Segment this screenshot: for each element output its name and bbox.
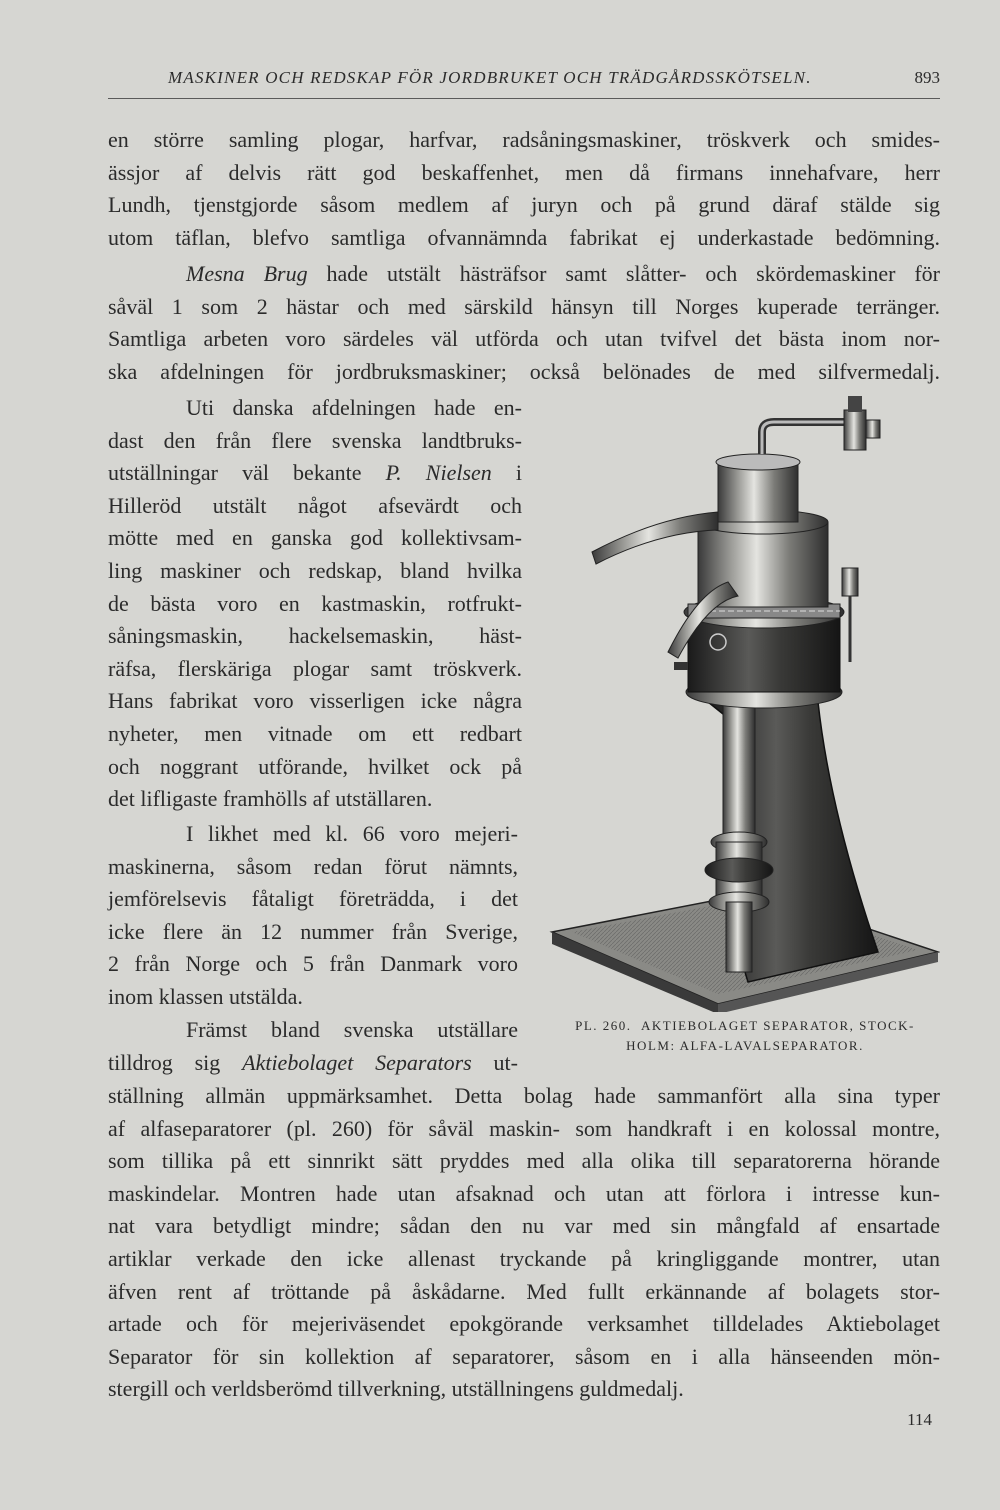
cream-separator-icon <box>548 392 940 1012</box>
text-line: nyheter, men vitnade om ett redbart <box>108 720 522 746</box>
text-line: Separator för sin kollektion af separatorer, såsom en i alla hänseenden mön- <box>108 1343 940 1369</box>
text-line: nat vara betydligt mindre; sådan den nu var med sin mångfald af ensartade <box>108 1213 940 1239</box>
person-name: P. Nielsen <box>385 460 492 486</box>
text-line: de bästa voro en kastmaskin, rotfrukt- <box>108 590 522 616</box>
paragraph-2 <box>108 258 940 388</box>
text-line: af alfaseparatorer (pl. 260) för såväl maskin- som handkraft i en kolossal montre, <box>108 1115 940 1141</box>
text-line: ling maskiner och redskap, bland hvilka <box>108 557 522 583</box>
company-name: Mesna Brug <box>186 261 308 286</box>
text-line <box>108 457 522 490</box>
running-header <box>108 60 940 99</box>
page-number: 893 <box>914 68 940 87</box>
text-line: Hans fabrikat voro visserligen icke några <box>108 688 522 714</box>
text-line: jemförelsevis fåtaligt företrädda, i det <box>108 886 518 912</box>
text-line: Hilleröd utstält något afsevärdt och <box>108 492 522 518</box>
text-line: som tillika på ett sinnrikt sätt pryddes med alla olika till separatorerna hörande <box>108 1148 940 1174</box>
text-line: Främst bland svenska utställare <box>186 1017 518 1042</box>
text-line: räfsa, flerskäriga plogar samt tröskverk. <box>108 655 522 681</box>
text-line: en större samling plogar, harfvar, radsåningsmaskiner, tröskverk och smides- <box>108 127 940 152</box>
text-line: maskinerna, såsom redan förut nämnts, <box>108 853 518 879</box>
text-line: utom täflan, blefvo samtliga ofvannämnda fabrikat ej underkastade bedömning. <box>108 224 940 250</box>
text-line: artade och för mejeriväsendet epokgörande verksamhet tilldelades Aktiebolaget <box>108 1311 940 1337</box>
paragraph-4 <box>108 818 518 1014</box>
text-line: I likhet med kl. 66 voro mejeri- <box>186 821 518 846</box>
text-line: såningsmaskin, hackelsemaskin, häst- <box>108 623 522 649</box>
text-line <box>108 258 940 291</box>
caption-text: AKTIEBOLAGET SEPARATOR, STOCK- <box>641 1018 915 1033</box>
text-line: ställning allmän uppmärksamhet. Detta bolag hade sammanfört alla sina typer <box>108 1083 940 1108</box>
caption-line <box>550 1016 940 1036</box>
paragraph-5-body <box>108 1080 940 1406</box>
figure-caption <box>550 1016 940 1056</box>
text-line: inom klassen utstälda. <box>108 983 303 1009</box>
caption-line: HOLM: ALFA-LAVALSEPARATOR. <box>626 1038 864 1053</box>
text-line: stergill och verldsberömd tillverkning, utställningens guldmedalj. <box>108 1376 684 1402</box>
running-title: MASKINER OCH REDSKAP FÖR JORDBRUKET OCH TRÄDGÅRDSSKÖTSELN. <box>168 68 812 87</box>
paragraph-5-head <box>108 1014 518 1079</box>
text-line: maskindelar. Montren hade utan afsaknad och utan att förlora i intresse kun- <box>108 1180 940 1206</box>
signature-number: 114 <box>907 1410 932 1429</box>
plate-label: PL. 260. <box>575 1018 632 1033</box>
text-line: ässjor af delvis rätt god beskaffenhet, men då firmans innehafvare, herr <box>108 159 940 185</box>
text-fragment: ut- <box>471 1049 518 1075</box>
paragraph-1 <box>108 124 940 254</box>
text-fragment: i <box>491 460 522 486</box>
text-line: äfven rent af tröttande på åskådarne. Med fullt erkännande af bolagets stor- <box>108 1278 940 1304</box>
text-line: mötte med en ganska god kollektivsam- <box>108 525 522 551</box>
text-line <box>108 1047 518 1080</box>
text-line: Uti danska afdelningen hade en- <box>186 395 522 420</box>
text-line: artiklar verkade den icke allenast tryckande på kringliggande montrer, utan <box>108 1245 940 1271</box>
text-fragment: hade utstält hästräfsor samt slåtter- och skördemaskiner för <box>307 261 941 286</box>
text-line: Samtliga arbeten voro särdeles väl utförda och utan tvifvel det bästa inom nor- <box>108 326 940 352</box>
text-fragment: utställningar väl bekante <box>108 460 386 486</box>
text-fragment: tilldrog sig <box>108 1049 243 1075</box>
text-line: dast den från flere svenska landtbruks- <box>108 427 522 453</box>
company-name: Aktiebolaget Separators <box>242 1049 472 1075</box>
text-line: såväl 1 som 2 hästar och med särskild hänsyn till Norges kuperade terränger. <box>108 293 940 319</box>
text-line: icke flere än 12 nummer från Sverige, <box>108 918 518 944</box>
separator-illustration <box>548 392 940 1012</box>
text-line: och noggrant utförande, hvilket ock på <box>108 753 522 779</box>
text-line: 2 från Norge och 5 från Danmark voro <box>108 951 518 977</box>
text-line: det lifligaste framhölls af utställaren. <box>108 786 433 812</box>
paragraph-3 <box>108 392 522 816</box>
text-line: ska afdelningen för jordbruksmaskiner; också belönades de med silfvermedalj. <box>108 358 940 384</box>
text-line: Lundh, tjenstgjorde såsom medlem af juryn och på grund däraf stälde sig <box>108 192 940 218</box>
